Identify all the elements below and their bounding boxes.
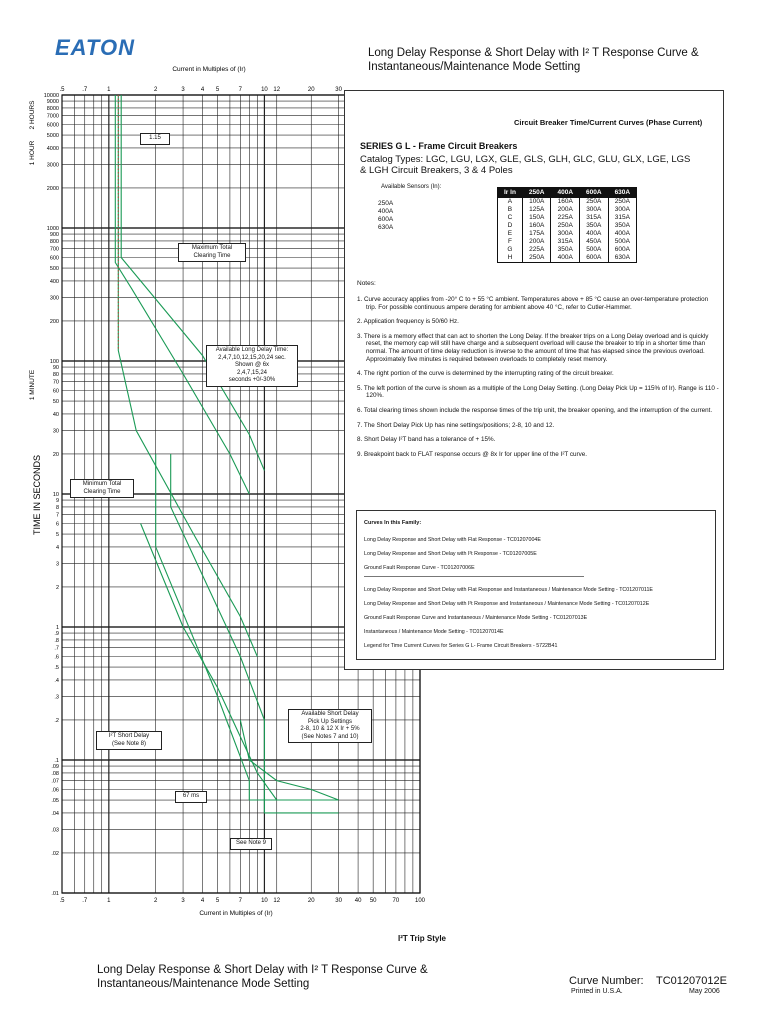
y-tick-label: 6	[55, 521, 59, 528]
printed-label: Printed in U.S.A.	[571, 988, 623, 995]
y-tick-label: 8000	[46, 105, 59, 112]
y-tick-label: .7	[54, 645, 59, 652]
y-tick-label: .09	[51, 764, 59, 771]
y-tick-label: 500	[49, 266, 59, 273]
rating-cell: 500A	[608, 238, 637, 246]
family-item: Instantaneous / Maintenance Mode Setting - TC01207014E	[364, 629, 504, 635]
rating-cell: 315A	[551, 238, 580, 246]
title-line-2: Instantaneous/Maintenance Mode Setting	[368, 61, 581, 73]
callout-1-15: 1.15	[140, 133, 170, 145]
rating-cell: 150A	[522, 214, 551, 222]
rating-cell: F	[498, 238, 523, 246]
x-tick-label-bottom: 1	[107, 898, 111, 904]
x-tick-label-top: 3	[181, 87, 185, 93]
y-tick-label: 200	[49, 318, 59, 325]
series-1-line	[121, 95, 264, 471]
family-item: Long Delay Response and Short Delay with Flat Response - TC01207004E	[364, 537, 541, 543]
notes-list	[357, 296, 719, 465]
rating-cell: H	[498, 254, 523, 263]
x-axis-label-top: Current in Multiples of (Ir)	[172, 66, 246, 73]
rating-cell: D	[498, 222, 523, 230]
rating-cell: 250A	[522, 254, 551, 263]
rating-row	[498, 246, 637, 254]
note-item: 3. There is a memory effect that can act to shorten the Long Delay. If the breaker trips on a Long Delay overload and is quickly reset, the memory cap will still have charge and a subsequent overload will cause the breaker to trip in a shorter time than normal. The amount of time delay reduction is inverse to the amount of time that has elapsed since the previous overload. Approximately five minutes is required between overloads to completely reset memory.	[357, 332, 709, 363]
print-date: May 2006	[689, 988, 720, 995]
rating-cell: 200A	[551, 206, 580, 214]
callout-max-clearing: Maximum Total Clearing Time	[178, 243, 246, 262]
y-tick-label: .02	[51, 850, 59, 857]
x-tick-label-bottom: 7	[238, 898, 242, 904]
sensors-list	[378, 200, 393, 232]
y-tick-label: .9	[54, 631, 59, 638]
x-tick-label-bottom: 30	[335, 898, 342, 904]
rating-row	[498, 198, 637, 207]
rating-cell: 600A	[608, 246, 637, 254]
rating-cell: 250A	[580, 198, 609, 207]
note-item: 6. Total clearing times shown include the response times of the trip unit, the breaker opening, and the interruption of the current.	[357, 406, 713, 414]
callout-min-clearing: Minimum Total Clearing Time	[70, 479, 134, 498]
note-item: 4. The right portion of the curve is determined by the interrupting rating of the circuit breaker.	[357, 370, 614, 378]
sensor-item: 250A	[378, 200, 394, 207]
series-title: SERIES G L - Frame Circuit Breakers	[360, 141, 518, 151]
panel-subtitle: Circuit Breaker Time/Current Curves (Phase Current)	[514, 118, 703, 127]
y-tick-label: 2	[55, 584, 59, 591]
family-title: Curves In this Family:	[364, 520, 422, 526]
rating-cell: 400A	[551, 254, 580, 263]
x-tick-label-top: 20	[307, 87, 315, 93]
rating-cell: 300A	[551, 230, 580, 238]
x-tick-label-bottom: 2	[153, 898, 158, 904]
rating-cell: G	[498, 246, 523, 254]
rating-cell: 200A	[522, 238, 551, 246]
x-tick-label-bottom: 10	[261, 898, 268, 904]
series-0-line	[115, 95, 249, 494]
callout-i2t-short-delay: I²T Short Delay (See Note 8)	[96, 731, 162, 750]
rating-cell: 300A	[580, 206, 609, 214]
y-tick-label: 90	[52, 365, 59, 372]
y-tick-label: 70	[52, 379, 59, 386]
y-tick-label: 900	[49, 232, 59, 239]
sensor-item: 600A	[378, 216, 394, 223]
y-tick-label: .06	[51, 787, 59, 794]
note-item: 7. The Short Delay Pick Up has nine settings/positions; 2-8, 10 and 12.	[357, 421, 555, 429]
rating-header-cell: 600A	[580, 188, 609, 198]
x-tick-label-top: 1	[107, 87, 111, 93]
rating-row	[498, 214, 637, 222]
series-3-line	[141, 524, 277, 801]
rating-header-cell: 630A	[608, 188, 637, 198]
x-tick-label-bottom: .7	[82, 898, 88, 904]
family-item: Long Delay Response and Short Delay with Flat Response and Instantaneous / Maintenance Mode Setting - TC01207011E	[364, 587, 653, 593]
y-tick-label: 700	[49, 246, 59, 253]
rating-cell: 630A	[608, 254, 637, 263]
family-item: Legend for Time Current Curves for Series G L- Frame Circuit Breakers - 5722B41	[364, 643, 558, 649]
y-side-label-1hour: 1 HOUR	[29, 140, 36, 166]
note-item: 5. The left portion of the curve is shown as a multiple of the Long Delay Setting. (Long Delay Pick Up = 115% of Ir). Range is 110 - 120%.	[357, 384, 719, 400]
y-tick-label: 10000	[43, 93, 59, 99]
curve-number: TC01207012E	[656, 975, 727, 987]
sensor-item: 400A	[378, 208, 394, 215]
rating-cell: 300A	[608, 206, 637, 214]
rating-table	[497, 187, 637, 263]
y-tick-label: 10	[52, 492, 59, 498]
x-tick-label-top: 10	[261, 87, 268, 93]
x-tick-label-bottom: 50	[369, 898, 377, 904]
rating-cell: 350A	[580, 222, 609, 230]
x-axis-label-bottom: Current in Multiples of (Ir)	[199, 910, 273, 917]
y-tick-label: .05	[51, 798, 59, 805]
y-tick-label: .08	[51, 770, 59, 777]
y-tick-label: .3	[54, 694, 59, 701]
rating-cell: C	[498, 214, 523, 222]
note-item: 2. Application frequency is 50/60 Hz.	[357, 318, 459, 326]
rating-cell: 250A	[551, 222, 580, 230]
rating-cell: B	[498, 206, 523, 214]
x-tick-label-top: 30	[335, 87, 342, 93]
footer-title	[97, 963, 477, 991]
rating-cell: 315A	[580, 214, 609, 222]
y-tick-label: .5	[54, 665, 59, 672]
sensor-item: 630A	[378, 224, 394, 231]
series-5-line	[171, 454, 339, 813]
rating-row	[498, 238, 637, 246]
y-tick-label: 1000	[46, 226, 59, 232]
callout-long-delay: Available Long Delay Time: 2,4,7,10,12,15,20,24 sec. Shown @ 6x 2,4,7,15,24 seconds +0/-30%	[206, 345, 298, 387]
y-tick-label: 8	[55, 504, 59, 511]
note-item: 1. Curve accuracy applies from -20° C to + 55 °C ambient. Temperatures above + 85 °C cause an over-temperature protection trip. For possible continuous ampere derating for ambient above 40 °C, refer to Cutler-Hammer.	[357, 296, 709, 311]
rating-cell: A	[498, 198, 523, 207]
y-tick-label: .8	[54, 637, 59, 644]
notes-title: Notes:	[357, 280, 376, 287]
curve-number-label: Curve Number:	[569, 975, 644, 987]
y-tick-label: 9	[55, 498, 59, 505]
rating-row	[498, 230, 637, 238]
y-tick-label: 4000	[46, 145, 59, 152]
y-tick-label: .6	[54, 654, 59, 661]
y-tick-label: 4	[55, 544, 59, 551]
y-tick-label: 7	[55, 512, 59, 519]
rating-cell: 250A	[608, 198, 637, 207]
x-tick-label-bottom: .5	[59, 898, 65, 904]
x-tick-label-top: .7	[82, 87, 88, 93]
rating-cell: 225A	[551, 214, 580, 222]
rating-cell: 160A	[522, 222, 551, 230]
x-tick-label-bottom: 70	[392, 898, 400, 904]
x-tick-label-bottom: 12	[273, 898, 281, 904]
x-tick-label-bottom: 20	[307, 898, 315, 904]
x-tick-label-top: 7	[238, 87, 242, 93]
y-tick-label: 5	[55, 532, 59, 539]
y-tick-label: 40	[52, 411, 59, 418]
family-item: Long Delay Response and Short Delay with I²t Response and Instantaneous / Maintenance Mode Setting - TC01207012E	[364, 601, 650, 607]
rating-cell: 400A	[608, 230, 637, 238]
y-tick-label: 100	[49, 359, 59, 365]
family-box	[356, 510, 716, 660]
callout-short-pickup: Available Short Delay Pick Up Settings 2-8, 10 & 12 X Ir + 5% (See Notes 7 and 10)	[288, 709, 372, 743]
rating-cell: 100A	[522, 198, 551, 207]
catalog-line-2: & LGH Circuit Breakers, 3 & 4 Poles	[360, 165, 513, 176]
y-tick-label: 400	[49, 278, 59, 285]
x-tick-label-bottom: 5	[215, 898, 220, 904]
rating-row	[498, 254, 637, 263]
y-tick-label: .1	[54, 758, 59, 764]
y-tick-label: 50	[52, 399, 59, 406]
note-item: 9. Breakpoint back to FLAT response occurs @ 8x Ir for upper line of the I²T curve.	[357, 450, 588, 458]
y-tick-label: 600	[49, 255, 59, 262]
catalog-types	[360, 154, 700, 176]
y-tick-label: 3	[55, 561, 59, 568]
x-tick-label-top: 12	[273, 87, 281, 93]
family-item: Long Delay Response and Short Delay with I²t Response - TC01207005E	[364, 551, 537, 557]
y-tick-label: 1	[55, 625, 59, 631]
rating-cell: 225A	[522, 246, 551, 254]
footer-title-line-2: Instantaneous/Maintenance Mode Setting	[97, 978, 310, 990]
y-side-label-1minute: 1 MINUTE	[29, 369, 36, 401]
y-tick-label: 80	[52, 371, 59, 378]
x-tick-label-bottom: 100	[414, 898, 426, 904]
y-tick-label: 6000	[46, 122, 59, 129]
rating-cell: 125A	[522, 206, 551, 214]
y-tick-label: 7000	[46, 113, 59, 120]
rating-cell: 175A	[522, 230, 551, 238]
y-tick-label: .07	[51, 778, 59, 785]
y-axis-label: TIME IN SECONDS	[32, 454, 42, 536]
x-tick-label-top: .5	[59, 87, 65, 93]
rating-cell: 500A	[580, 246, 609, 254]
x-tick-label-bottom: 4	[200, 898, 205, 904]
callout-note-9: See Note 9	[230, 838, 272, 850]
y-tick-label: 20	[52, 451, 59, 458]
x-tick-label-top: 4	[200, 87, 205, 93]
y-tick-label: 9000	[46, 99, 59, 106]
callout-67ms: 67 ms	[175, 791, 207, 803]
sensors-label: Available Sensors (In):	[381, 184, 442, 190]
y-tick-label: 800	[49, 238, 59, 245]
family-item: Ground Fault Response Curve - TC01207006E	[364, 565, 475, 571]
rating-cell: 350A	[551, 246, 580, 254]
y-tick-label: 2000	[46, 185, 59, 192]
rating-cell: 315A	[608, 214, 637, 222]
x-tick-label-top: 2	[153, 87, 158, 93]
rating-cell: 450A	[580, 238, 609, 246]
y-tick-label: 5000	[46, 133, 59, 140]
rating-cell: 400A	[580, 230, 609, 238]
y-tick-label: 3000	[46, 162, 59, 169]
rating-header-cell: Ir In	[498, 188, 523, 198]
footer-title-line-1: Long Delay Response & Short Delay with I² T Response Curve &	[97, 964, 428, 976]
family-item: Ground Fault Response Curve and Instantaneous / Maintenance Mode Setting - TC01207013E	[364, 615, 588, 621]
x-tick-label-top: 5	[215, 87, 220, 93]
rating-cell: 600A	[580, 254, 609, 263]
y-tick-label: 30	[52, 428, 59, 435]
y-side-label-2hours: 2 HOURS	[29, 100, 36, 130]
title-line-1: Long Delay Response & Short Delay with I² T Response Curve &	[368, 47, 699, 59]
rating-cell: 350A	[608, 222, 637, 230]
family-divider	[364, 576, 584, 577]
rating-cell: E	[498, 230, 523, 238]
y-tick-label: .2	[54, 717, 59, 724]
trip-style-label: I²T Trip Style	[398, 934, 447, 943]
rating-cell: 160A	[551, 198, 580, 207]
y-tick-label: .01	[51, 891, 59, 897]
x-tick-label-bottom: 3	[181, 898, 185, 904]
rating-header-cell: 250A	[522, 188, 551, 198]
x-tick-label-bottom: 40	[354, 898, 362, 904]
y-tick-label: .03	[51, 827, 59, 834]
note-item: 8. Short Delay I²T band has a tolerance of + 15%.	[357, 436, 496, 444]
y-tick-label: .04	[51, 810, 59, 817]
rating-row	[498, 206, 637, 214]
rating-header-cell: 400A	[551, 188, 580, 198]
catalog-line-1: Catalog Types: LGC, LGU, LGX, GLE, GLS, GLH, GLC, GLU, GLX, LGE, LGS	[360, 154, 691, 165]
y-tick-label: .4	[54, 677, 59, 684]
eaton-logo: EATON	[55, 35, 135, 60]
rating-row	[498, 222, 637, 230]
y-tick-label: 60	[52, 388, 59, 395]
y-tick-label: 300	[49, 295, 59, 302]
